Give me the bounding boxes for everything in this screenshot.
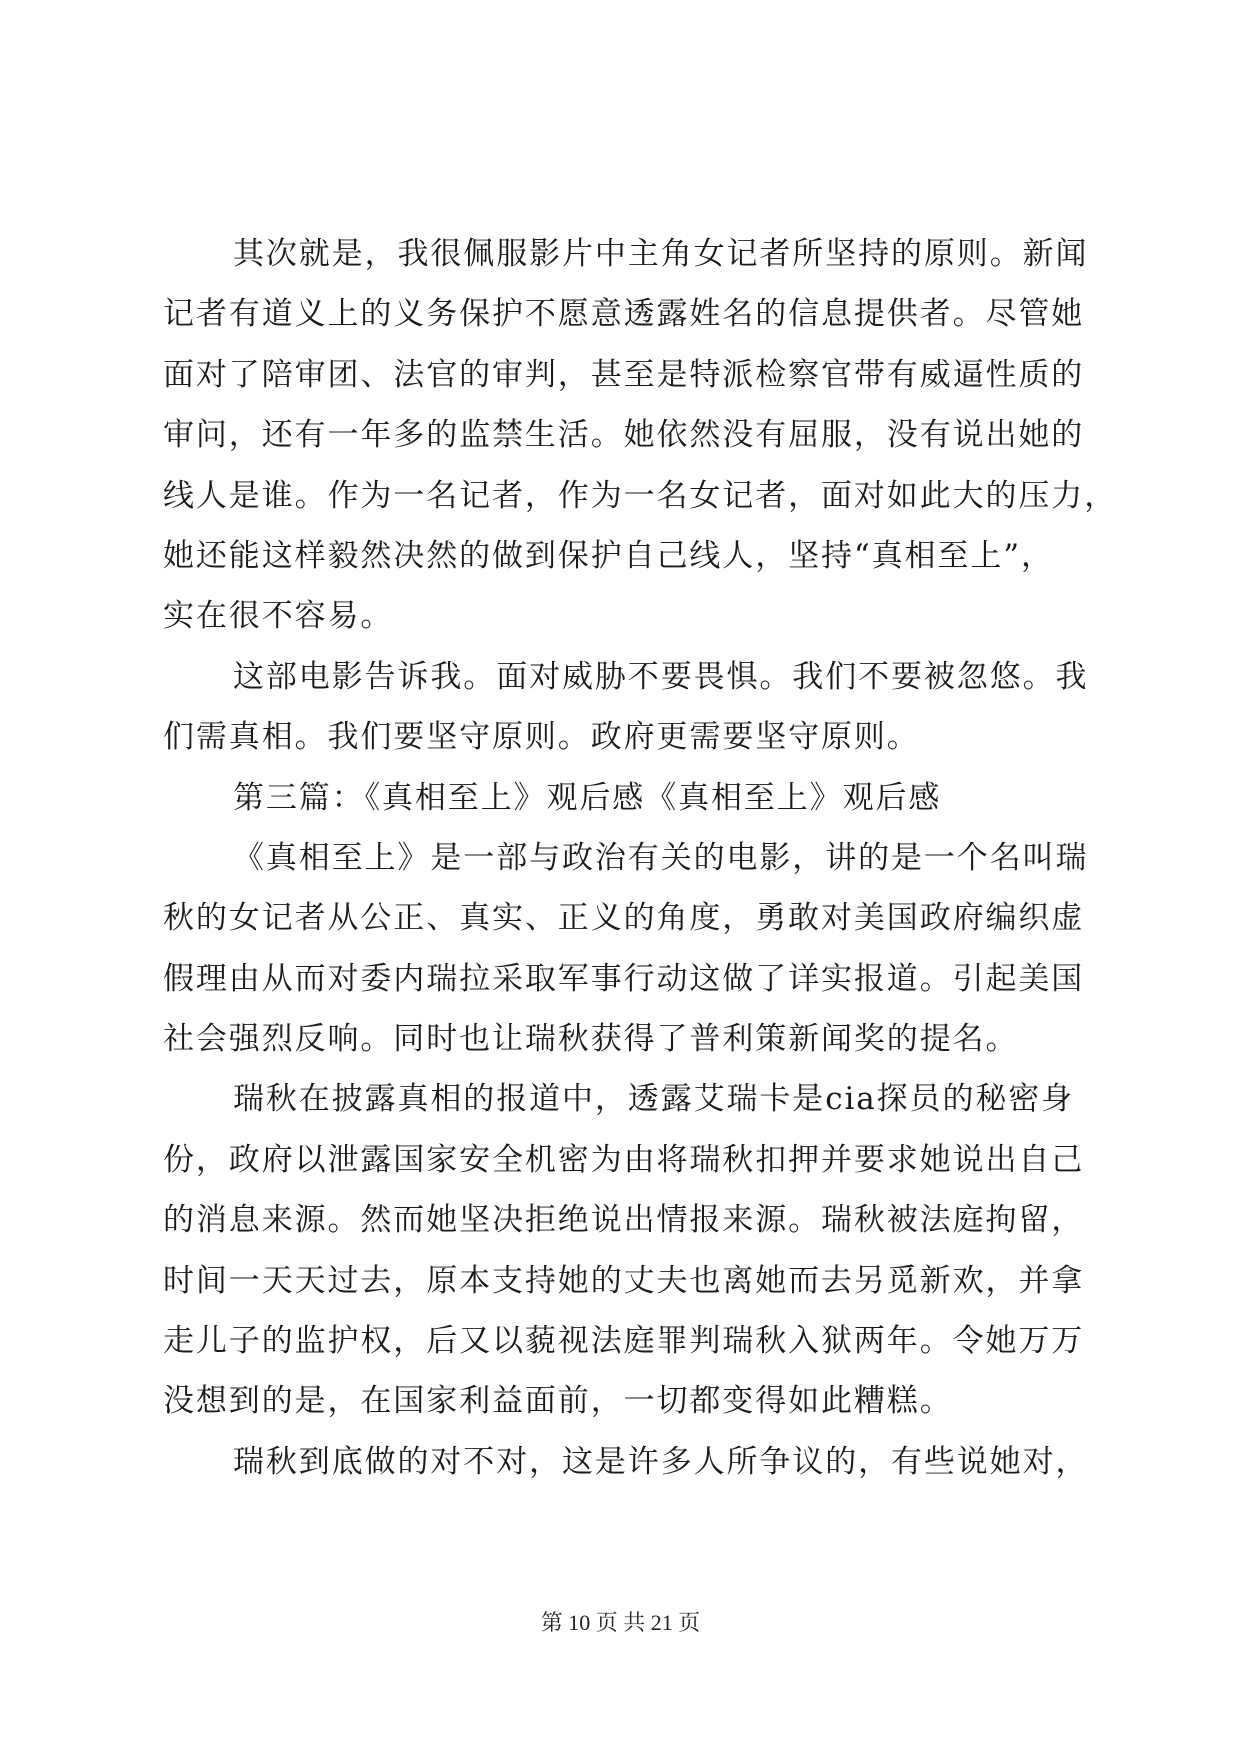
text-line: 其次就是，我很佩服影片中主角女记者所坚持的原则。新闻 [233,236,1089,272]
text-line: 面对了陪审团、法官的审判，甚至是特派检察官带有威逼性质的 [163,356,1085,393]
section-heading: 第三篇：《真相至上》观后感《真相至上》观后感 [233,779,942,816]
text-line: 份，政府以泄露国家安全机密为由将瑞秋扣押并要求她说出自己 [163,1141,1085,1178]
text-line: 的消息来源。然而她坚决拒绝说出情报来源。瑞秋被法庭拘留， [163,1202,1085,1239]
body-text [163,224,1118,1492]
text-line: 瑞秋在披露真相的报道中，透露艾瑞卡是cia探员的秘密身 [233,1081,1075,1118]
text-line: 她还能这样毅然决然的做到保护自己线人，坚持“真相至上”， [163,537,1054,574]
text-line: 线人是谁。作为一名记者，作为一名女记者，面对如此大的压力， [163,477,1118,514]
text-line: 们需真相。我们要坚守原则。政府更需要坚守原则。 [163,719,920,756]
text-line: 审问，还有一年多的监禁生活。她依然没有屈服，没有说出她的 [163,417,1085,454]
text-line: 这部电影告诉我。面对威胁不要畏惧。我们不要被忽悠。我 [233,658,1089,695]
text-line: 没想到的是，在国家利益面前，一切都变得如此糟糕。 [163,1383,953,1420]
page-number-footer: 第 10 页 共 21 页 [540,1610,701,1635]
text-line: 记者有道义上的义务保护不愿意透露姓名的信息提供者。尽管她 [163,296,1085,333]
text-line: 实在很不容易。 [163,598,394,635]
text-line: 时间一天天过去，原本支持她的丈夫也离她而去另觅新欢，并拿 [163,1262,1085,1299]
text-line: 社会强烈反响。同时也让瑞秋获得了普利策新闻奖的提名。 [163,1021,1019,1058]
text-line: 走儿子的监护权，后又以藐视法庭罪判瑞秋入狱两年。令她万万 [163,1323,1085,1360]
text-line: 秋的女记者从公正、真实、正义的角度，勇敢对美国政府编织虚 [163,900,1085,937]
text-line: 瑞秋到底做的对不对，这是许多人所争议的，有些说她对， [233,1443,1089,1480]
text-line: 《真相至上》是一部与政治有关的电影，讲的是一个名叫瑞 [233,839,1089,876]
text-line: 假理由从而对委内瑞拉采取军事行动这做了详实报道。引起美国 [163,960,1085,997]
